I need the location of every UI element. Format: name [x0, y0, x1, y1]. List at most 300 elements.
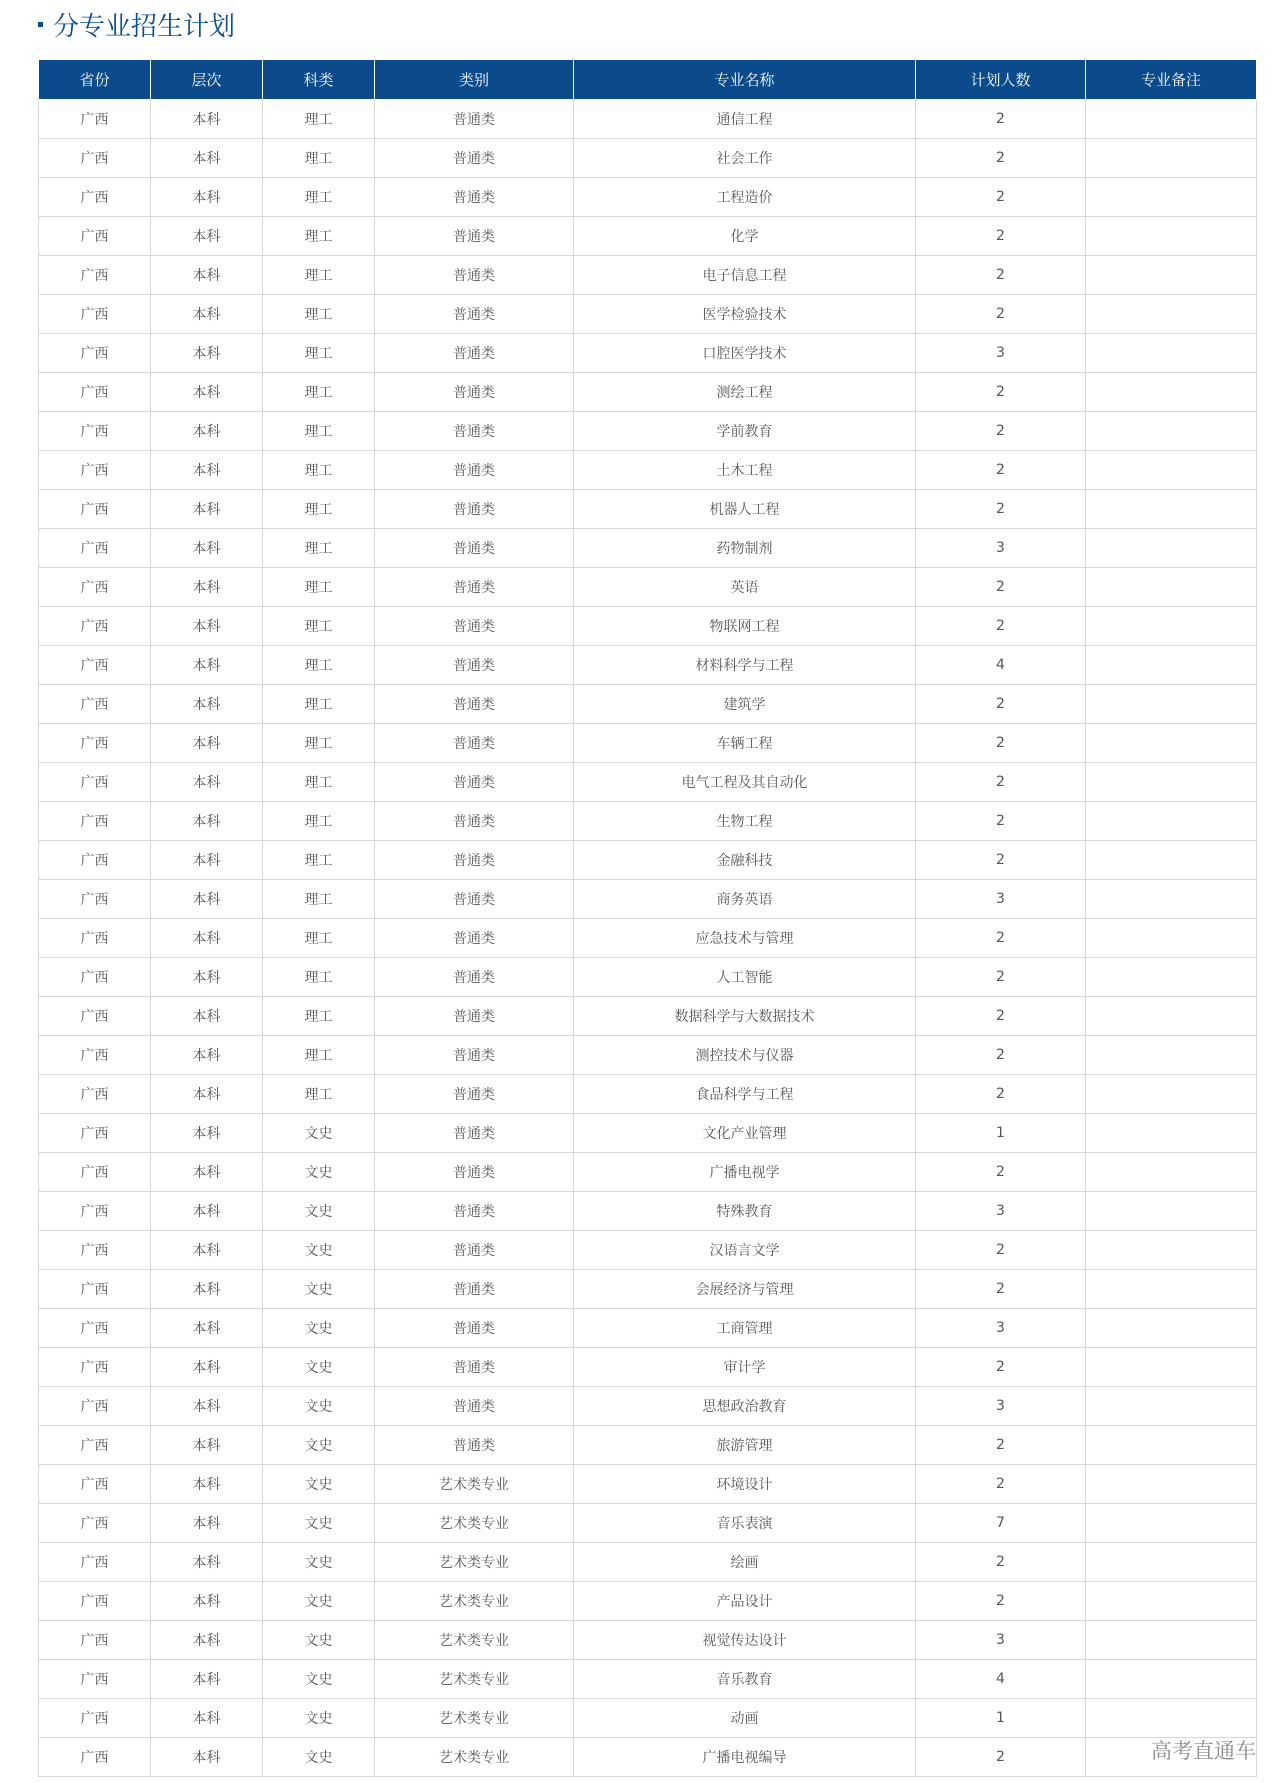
table-row [39, 256, 1257, 295]
cell-category: 普通类 [375, 1231, 574, 1270]
header-subject-type: 科类 [263, 60, 375, 100]
cell-major-name: 音乐教育 [574, 1660, 916, 1699]
cell-province: 广西 [39, 841, 151, 880]
cell-plan-count: 2 [916, 1426, 1086, 1465]
table-row [39, 1075, 1257, 1114]
cell-plan-count: 2 [916, 685, 1086, 724]
cell-subject-type: 理工 [263, 607, 375, 646]
cell-province: 广西 [39, 412, 151, 451]
cell-major-notes [1086, 139, 1257, 178]
cell-province: 广西 [39, 1270, 151, 1309]
cell-province: 广西 [39, 724, 151, 763]
cell-level: 本科 [151, 1660, 263, 1699]
cell-category: 普通类 [375, 334, 574, 373]
cell-category: 艺术类专业 [375, 1543, 574, 1582]
cell-plan-count: 2 [916, 373, 1086, 412]
cell-plan-count: 2 [916, 412, 1086, 451]
cell-major-name: 英语 [574, 568, 916, 607]
cell-subject-type: 理工 [263, 646, 375, 685]
cell-province: 广西 [39, 958, 151, 997]
cell-level: 本科 [151, 256, 263, 295]
cell-province: 广西 [39, 568, 151, 607]
cell-subject-type: 理工 [263, 724, 375, 763]
cell-major-notes [1086, 1660, 1257, 1699]
cell-level: 本科 [151, 880, 263, 919]
cell-major-name: 音乐表演 [574, 1504, 916, 1543]
cell-plan-count: 4 [916, 1660, 1086, 1699]
cell-plan-count: 2 [916, 802, 1086, 841]
cell-province: 广西 [39, 919, 151, 958]
cell-subject-type: 文史 [263, 1348, 375, 1387]
cell-major-name: 车辆工程 [574, 724, 916, 763]
header-category: 类别 [375, 60, 574, 100]
cell-category: 普通类 [375, 763, 574, 802]
cell-province: 广西 [39, 1699, 151, 1738]
cell-level: 本科 [151, 1582, 263, 1621]
cell-major-name: 数据科学与大数据技术 [574, 997, 916, 1036]
cell-subject-type: 文史 [263, 1270, 375, 1309]
cell-level: 本科 [151, 529, 263, 568]
cell-plan-count: 2 [916, 1075, 1086, 1114]
cell-major-name: 测绘工程 [574, 373, 916, 412]
cell-subject-type: 理工 [263, 139, 375, 178]
cell-major-notes [1086, 217, 1257, 256]
cell-province: 广西 [39, 880, 151, 919]
cell-subject-type: 理工 [263, 373, 375, 412]
cell-major-notes [1086, 646, 1257, 685]
cell-subject-type: 文史 [263, 1426, 375, 1465]
header-major-name: 专业名称 [574, 60, 916, 100]
cell-major-notes [1086, 256, 1257, 295]
table-row [39, 490, 1257, 529]
cell-category: 普通类 [375, 685, 574, 724]
cell-subject-type: 文史 [263, 1465, 375, 1504]
cell-province: 广西 [39, 802, 151, 841]
cell-major-name: 汉语言文学 [574, 1231, 916, 1270]
cell-subject-type: 文史 [263, 1231, 375, 1270]
cell-subject-type: 理工 [263, 295, 375, 334]
cell-plan-count: 2 [916, 1270, 1086, 1309]
table-row [39, 802, 1257, 841]
cell-major-notes [1086, 412, 1257, 451]
table-row [39, 1738, 1257, 1777]
cell-plan-count: 2 [916, 1465, 1086, 1504]
cell-level: 本科 [151, 841, 263, 880]
table-row [39, 295, 1257, 334]
cell-subject-type: 文史 [263, 1543, 375, 1582]
cell-category: 艺术类专业 [375, 1660, 574, 1699]
cell-category: 普通类 [375, 802, 574, 841]
table-row [39, 334, 1257, 373]
table-row [39, 1543, 1257, 1582]
cell-category: 普通类 [375, 568, 574, 607]
cell-plan-count: 1 [916, 1114, 1086, 1153]
cell-plan-count: 2 [916, 100, 1086, 139]
cell-province: 广西 [39, 451, 151, 490]
cell-level: 本科 [151, 1348, 263, 1387]
cell-subject-type: 理工 [263, 178, 375, 217]
table-row [39, 1231, 1257, 1270]
cell-major-name: 广播电视编导 [574, 1738, 916, 1777]
table-row [39, 451, 1257, 490]
cell-major-notes [1086, 1348, 1257, 1387]
cell-province: 广西 [39, 1426, 151, 1465]
cell-province: 广西 [39, 295, 151, 334]
cell-province: 广西 [39, 607, 151, 646]
cell-plan-count: 3 [916, 1309, 1086, 1348]
cell-level: 本科 [151, 1621, 263, 1660]
cell-subject-type: 文史 [263, 1582, 375, 1621]
cell-major-notes [1086, 1426, 1257, 1465]
cell-major-notes [1086, 1153, 1257, 1192]
table-header-row [39, 60, 1257, 100]
cell-province: 广西 [39, 1309, 151, 1348]
table-row [39, 1621, 1257, 1660]
cell-major-notes [1086, 1114, 1257, 1153]
cell-level: 本科 [151, 919, 263, 958]
cell-major-notes [1086, 373, 1257, 412]
cell-level: 本科 [151, 295, 263, 334]
cell-province: 广西 [39, 1153, 151, 1192]
cell-category: 普通类 [375, 1348, 574, 1387]
cell-subject-type: 文史 [263, 1387, 375, 1426]
cell-province: 广西 [39, 1036, 151, 1075]
table-row [39, 1153, 1257, 1192]
table-row [39, 529, 1257, 568]
cell-subject-type: 文史 [263, 1621, 375, 1660]
table-row [39, 1309, 1257, 1348]
cell-plan-count: 2 [916, 1036, 1086, 1075]
cell-subject-type: 理工 [263, 763, 375, 802]
table-row [39, 1036, 1257, 1075]
cell-province: 广西 [39, 646, 151, 685]
cell-major-notes [1086, 178, 1257, 217]
table-row [39, 412, 1257, 451]
cell-subject-type: 理工 [263, 412, 375, 451]
table-row [39, 646, 1257, 685]
cell-subject-type: 文史 [263, 1660, 375, 1699]
cell-major-notes [1086, 1387, 1257, 1426]
cell-major-notes [1086, 1270, 1257, 1309]
cell-major-notes [1086, 1465, 1257, 1504]
cell-category: 普通类 [375, 607, 574, 646]
cell-category: 普通类 [375, 451, 574, 490]
cell-major-name: 材料科学与工程 [574, 646, 916, 685]
cell-level: 本科 [151, 1192, 263, 1231]
header-province: 省份 [39, 60, 151, 100]
cell-category: 普通类 [375, 295, 574, 334]
cell-major-notes [1086, 451, 1257, 490]
cell-major-notes [1086, 1621, 1257, 1660]
table-row [39, 100, 1257, 139]
cell-province: 广西 [39, 997, 151, 1036]
cell-major-name: 口腔医学技术 [574, 334, 916, 373]
cell-major-name: 会展经济与管理 [574, 1270, 916, 1309]
cell-plan-count: 2 [916, 256, 1086, 295]
cell-major-name: 建筑学 [574, 685, 916, 724]
cell-category: 普通类 [375, 1192, 574, 1231]
cell-plan-count: 2 [916, 217, 1086, 256]
cell-major-name: 食品科学与工程 [574, 1075, 916, 1114]
cell-level: 本科 [151, 646, 263, 685]
cell-subject-type: 理工 [263, 880, 375, 919]
cell-major-notes [1086, 1699, 1257, 1738]
cell-category: 普通类 [375, 100, 574, 139]
cell-plan-count: 2 [916, 295, 1086, 334]
cell-province: 广西 [39, 1465, 151, 1504]
cell-subject-type: 理工 [263, 958, 375, 997]
table-row [39, 1660, 1257, 1699]
cell-major-name: 产品设计 [574, 1582, 916, 1621]
table-row [39, 1504, 1257, 1543]
cell-subject-type: 理工 [263, 685, 375, 724]
table-row [39, 763, 1257, 802]
cell-major-name: 应急技术与管理 [574, 919, 916, 958]
cell-plan-count: 2 [916, 1738, 1086, 1777]
table-row [39, 724, 1257, 763]
cell-major-name: 广播电视学 [574, 1153, 916, 1192]
cell-level: 本科 [151, 1504, 263, 1543]
cell-level: 本科 [151, 802, 263, 841]
table-row [39, 139, 1257, 178]
cell-province: 广西 [39, 1543, 151, 1582]
cell-province: 广西 [39, 685, 151, 724]
cell-plan-count: 2 [916, 490, 1086, 529]
cell-plan-count: 3 [916, 334, 1086, 373]
cell-major-name: 医学检验技术 [574, 295, 916, 334]
cell-level: 本科 [151, 607, 263, 646]
cell-level: 本科 [151, 724, 263, 763]
cell-major-notes [1086, 763, 1257, 802]
cell-subject-type: 理工 [263, 451, 375, 490]
cell-plan-count: 2 [916, 997, 1086, 1036]
cell-province: 广西 [39, 1621, 151, 1660]
table-row [39, 1699, 1257, 1738]
cell-plan-count: 2 [916, 958, 1086, 997]
cell-plan-count: 2 [916, 919, 1086, 958]
cell-subject-type: 理工 [263, 997, 375, 1036]
cell-plan-count: 2 [916, 1582, 1086, 1621]
cell-subject-type: 理工 [263, 1075, 375, 1114]
cell-plan-count: 3 [916, 1387, 1086, 1426]
cell-province: 广西 [39, 1114, 151, 1153]
cell-plan-count: 3 [916, 880, 1086, 919]
cell-major-name: 土木工程 [574, 451, 916, 490]
cell-subject-type: 理工 [263, 490, 375, 529]
cell-category: 普通类 [375, 919, 574, 958]
cell-province: 广西 [39, 529, 151, 568]
cell-level: 本科 [151, 1153, 263, 1192]
cell-subject-type: 理工 [263, 256, 375, 295]
cell-category: 普通类 [375, 646, 574, 685]
cell-province: 广西 [39, 373, 151, 412]
cell-major-name: 人工智能 [574, 958, 916, 997]
cell-category: 普通类 [375, 1270, 574, 1309]
table-row [39, 841, 1257, 880]
cell-category: 普通类 [375, 529, 574, 568]
cell-major-notes [1086, 1504, 1257, 1543]
cell-category: 普通类 [375, 490, 574, 529]
cell-level: 本科 [151, 1426, 263, 1465]
cell-subject-type: 理工 [263, 802, 375, 841]
cell-level: 本科 [151, 1036, 263, 1075]
cell-plan-count: 7 [916, 1504, 1086, 1543]
cell-level: 本科 [151, 685, 263, 724]
cell-major-notes [1086, 568, 1257, 607]
cell-level: 本科 [151, 139, 263, 178]
cell-category: 普通类 [375, 880, 574, 919]
table-row [39, 1270, 1257, 1309]
cell-category: 普通类 [375, 1153, 574, 1192]
table-row [39, 958, 1257, 997]
cell-major-name: 视觉传达设计 [574, 1621, 916, 1660]
cell-level: 本科 [151, 568, 263, 607]
cell-major-notes [1086, 1192, 1257, 1231]
table-row [39, 1465, 1257, 1504]
cell-province: 广西 [39, 1738, 151, 1777]
cell-plan-count: 2 [916, 451, 1086, 490]
cell-major-name: 电子信息工程 [574, 256, 916, 295]
cell-subject-type: 文史 [263, 1192, 375, 1231]
cell-major-name: 生物工程 [574, 802, 916, 841]
table-row [39, 1426, 1257, 1465]
section-title-text: 分专业招生计划 [53, 11, 236, 42]
cell-major-notes [1086, 685, 1257, 724]
header-plan-count: 计划人数 [916, 60, 1086, 100]
cell-category: 普通类 [375, 1387, 574, 1426]
cell-major-notes [1086, 802, 1257, 841]
table-row [39, 997, 1257, 1036]
cell-level: 本科 [151, 451, 263, 490]
enrollment-plan-table [38, 59, 1257, 1777]
cell-major-name: 工商管理 [574, 1309, 916, 1348]
cell-plan-count: 2 [916, 841, 1086, 880]
cell-major-notes [1086, 1309, 1257, 1348]
cell-plan-count: 2 [916, 139, 1086, 178]
cell-plan-count: 3 [916, 1621, 1086, 1660]
cell-province: 广西 [39, 763, 151, 802]
header-major-notes: 专业备注 [1086, 60, 1257, 100]
bullet-square-icon [38, 22, 43, 27]
cell-subject-type: 文史 [263, 1309, 375, 1348]
table-row [39, 685, 1257, 724]
cell-major-notes [1086, 880, 1257, 919]
cell-plan-count: 2 [916, 1153, 1086, 1192]
cell-plan-count: 3 [916, 1192, 1086, 1231]
cell-level: 本科 [151, 334, 263, 373]
cell-major-name: 社会工作 [574, 139, 916, 178]
cell-category: 普通类 [375, 724, 574, 763]
table-row [39, 1348, 1257, 1387]
header-level: 层次 [151, 60, 263, 100]
table-row [39, 1192, 1257, 1231]
table-row [39, 568, 1257, 607]
cell-level: 本科 [151, 1699, 263, 1738]
cell-major-notes [1086, 997, 1257, 1036]
cell-major-name: 思想政治教育 [574, 1387, 916, 1426]
cell-level: 本科 [151, 1465, 263, 1504]
cell-level: 本科 [151, 412, 263, 451]
cell-level: 本科 [151, 1387, 263, 1426]
cell-province: 广西 [39, 1192, 151, 1231]
cell-major-name: 机器人工程 [574, 490, 916, 529]
cell-subject-type: 文史 [263, 1114, 375, 1153]
cell-major-notes [1086, 334, 1257, 373]
cell-plan-count: 2 [916, 724, 1086, 763]
cell-subject-type: 理工 [263, 1036, 375, 1075]
cell-province: 广西 [39, 1582, 151, 1621]
table-body [39, 100, 1257, 1777]
cell-subject-type: 理工 [263, 568, 375, 607]
cell-level: 本科 [151, 1114, 263, 1153]
cell-province: 广西 [39, 1387, 151, 1426]
cell-major-name: 学前教育 [574, 412, 916, 451]
cell-province: 广西 [39, 1660, 151, 1699]
cell-major-name: 环境设计 [574, 1465, 916, 1504]
cell-subject-type: 理工 [263, 334, 375, 373]
table-row [39, 1387, 1257, 1426]
cell-level: 本科 [151, 1270, 263, 1309]
cell-level: 本科 [151, 1543, 263, 1582]
cell-major-name: 通信工程 [574, 100, 916, 139]
table-row [39, 607, 1257, 646]
table-row [39, 178, 1257, 217]
cell-level: 本科 [151, 100, 263, 139]
cell-level: 本科 [151, 763, 263, 802]
cell-level: 本科 [151, 958, 263, 997]
cell-level: 本科 [151, 373, 263, 412]
cell-major-name: 金融科技 [574, 841, 916, 880]
cell-province: 广西 [39, 139, 151, 178]
cell-category: 普通类 [375, 178, 574, 217]
cell-level: 本科 [151, 217, 263, 256]
cell-category: 普通类 [375, 997, 574, 1036]
cell-major-notes [1086, 607, 1257, 646]
table-row [39, 217, 1257, 256]
cell-category: 艺术类专业 [375, 1465, 574, 1504]
cell-level: 本科 [151, 1075, 263, 1114]
cell-major-notes [1086, 1075, 1257, 1114]
cell-category: 普通类 [375, 1426, 574, 1465]
cell-category: 普通类 [375, 1036, 574, 1075]
cell-major-notes [1086, 1231, 1257, 1270]
cell-category: 普通类 [375, 841, 574, 880]
cell-major-name: 文化产业管理 [574, 1114, 916, 1153]
cell-category: 普通类 [375, 958, 574, 997]
cell-major-name: 药物制剂 [574, 529, 916, 568]
cell-major-notes [1086, 490, 1257, 529]
cell-province: 广西 [39, 256, 151, 295]
cell-major-notes [1086, 919, 1257, 958]
table-row [39, 880, 1257, 919]
cell-major-name: 电气工程及其自动化 [574, 763, 916, 802]
cell-major-name: 旅游管理 [574, 1426, 916, 1465]
cell-level: 本科 [151, 1309, 263, 1348]
cell-major-name: 动画 [574, 1699, 916, 1738]
cell-plan-count: 2 [916, 607, 1086, 646]
cell-province: 广西 [39, 1075, 151, 1114]
cell-subject-type: 文史 [263, 1504, 375, 1543]
cell-major-name: 物联网工程 [574, 607, 916, 646]
cell-plan-count: 2 [916, 763, 1086, 802]
table-row [39, 919, 1257, 958]
cell-major-name: 特殊教育 [574, 1192, 916, 1231]
cell-major-name: 化学 [574, 217, 916, 256]
cell-province: 广西 [39, 217, 151, 256]
cell-province: 广西 [39, 1504, 151, 1543]
watermark: 高考直通车 [1151, 1739, 1256, 1763]
cell-major-notes [1086, 529, 1257, 568]
